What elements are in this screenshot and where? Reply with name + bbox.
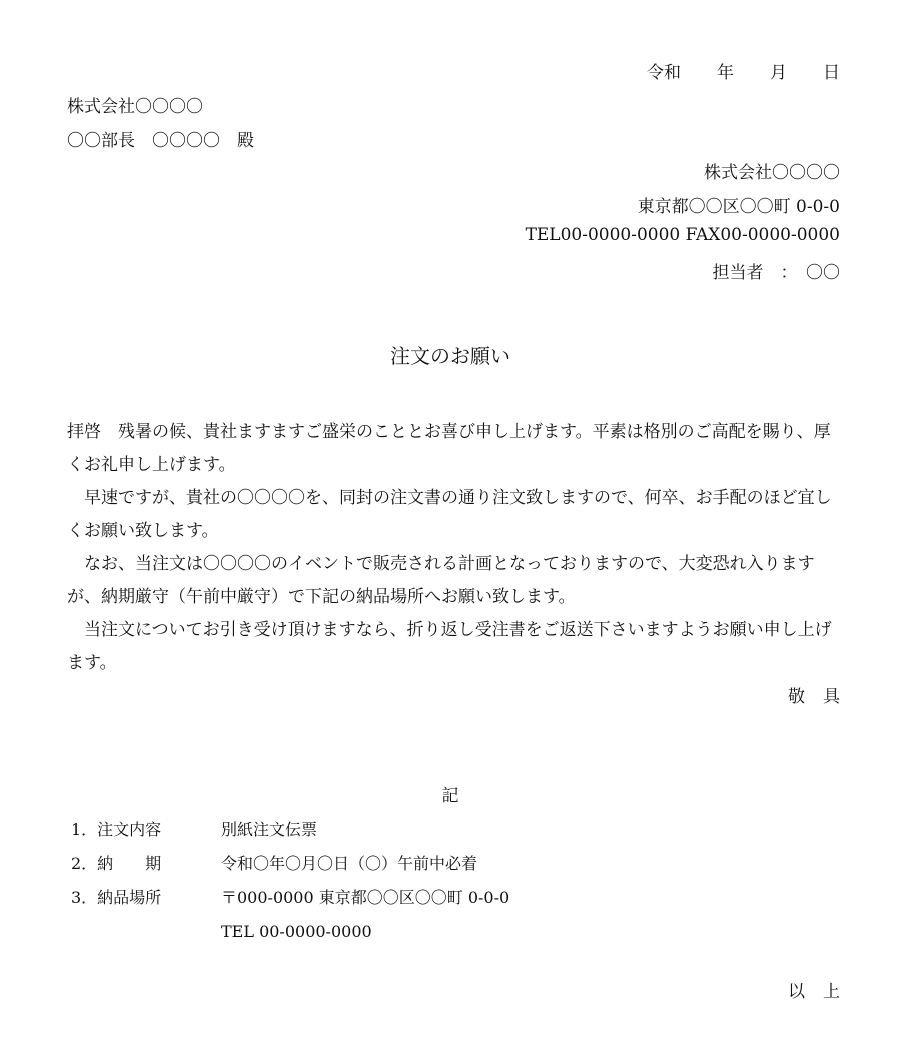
sender-company: 株式会社〇〇〇〇 (704, 163, 840, 183)
date-month: 月 (770, 63, 787, 83)
body-paragraph-2: 早速ですが、貴社の〇〇〇〇を、同封の注文書の通り注文致しますので、何卒、お手配のほど宜しくお願い致します。 (67, 488, 832, 541)
recipient-person: 〇〇部長 〇〇〇〇 殿 (67, 131, 254, 151)
order-item-value: 令和〇年〇月〇日（〇）午前中必着 (221, 854, 478, 873)
order-item-label: 3．納品場所 (71, 888, 162, 907)
body-paragraph-3: なお、当注文は〇〇〇〇のイベントで販売される計画となっておりますので、大変恐れ入りますが、納期厳守（午前中厳守）で下記の納品場所へお願い致します。 (67, 554, 815, 607)
order-item-label: 2．納 期 (71, 854, 162, 873)
date-year: 年 (717, 63, 734, 83)
date-era: 令和 (647, 63, 681, 83)
order-item-value: TEL 00-0000-0000 (221, 922, 372, 941)
closing-ijou: 以上 (788, 982, 858, 1002)
date-line (647, 58, 840, 83)
sender-person: 担当者 ： 〇〇 (712, 263, 840, 283)
sender-contact: TEL00-0000-0000 FAX00-0000-0000 (525, 225, 840, 245)
order-item-row (67, 813, 509, 847)
body-paragraph-1: 拝啓 残暑の候、貴社ますますご盛栄のこととお喜び申し上げます。平素は格別のご高配を賜り、厚くお礼申し上げます。 (67, 422, 831, 475)
order-item-label (67, 915, 221, 949)
ki-heading: 記 (441, 786, 459, 806)
date-day: 日 (823, 63, 840, 83)
document-title: 注文のお願い (390, 344, 510, 368)
letter-body (67, 416, 845, 680)
order-item-row (67, 915, 509, 949)
order-item-value: 〒000-0000 東京都〇〇区〇〇町 0-0-0 (221, 888, 510, 907)
order-items (67, 813, 509, 949)
order-item-value: 別紙注文伝票 (221, 820, 318, 839)
closing-keigu: 敬具 (788, 687, 858, 707)
body-paragraph-4: 当注文についてお引き受け頂けますなら、折り返し受注書をご返送下さいますようお願い申し上げます。 (67, 620, 832, 673)
order-item-row (67, 847, 509, 881)
recipient-company: 株式会社〇〇〇〇 (67, 97, 203, 117)
order-item-row (67, 881, 509, 915)
order-item-label: 1．注文内容 (71, 820, 162, 839)
sender-address: 東京都〇〇区〇〇町 0-0-0 (637, 197, 840, 217)
